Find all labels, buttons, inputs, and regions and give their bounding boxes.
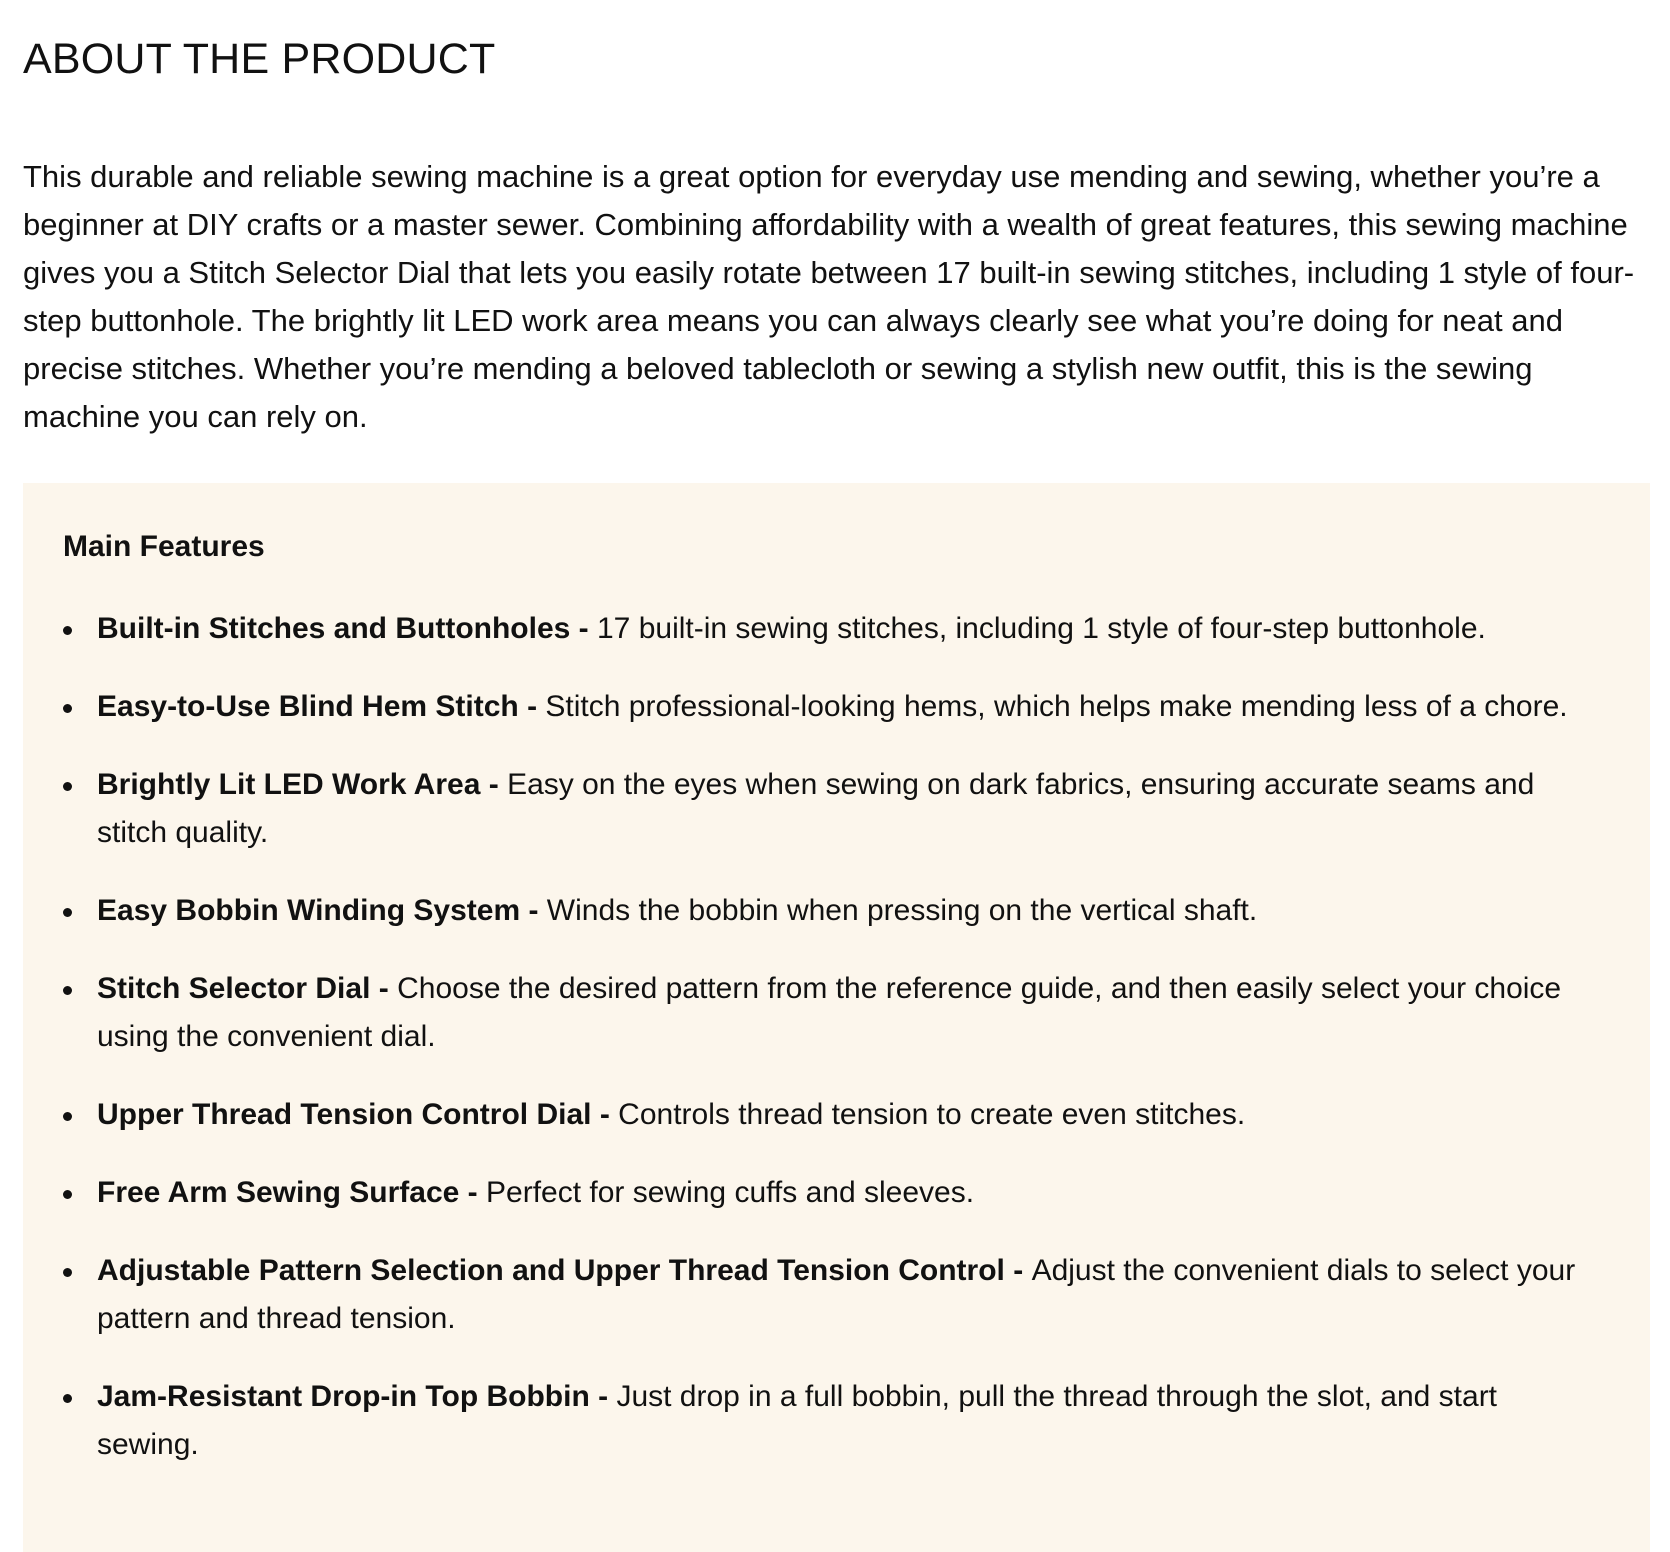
feature-item — [63, 965, 1577, 1061]
bullet-icon — [63, 1190, 72, 1199]
feature-separator: - — [570, 612, 597, 645]
feature-name: Built-in Stitches and Buttonholes — [97, 612, 571, 645]
feature-separator: - — [459, 1176, 487, 1209]
feature-text: Winds the bobbin when pressing on the vertical shaft. — [546, 894, 1258, 927]
feature-text: 17 built-in sewing stitches, including 1 style of four-step buttonhole. — [597, 612, 1486, 645]
feature-text: Stitch professional-looking hems, which helps make mending less of a chore. — [545, 690, 1568, 723]
feature-separator: - — [1004, 1254, 1032, 1287]
feature-item — [63, 1373, 1577, 1469]
feature-item — [63, 1169, 1577, 1217]
main-features-panel — [23, 483, 1650, 1552]
feature-item — [63, 887, 1577, 935]
bullet-icon — [63, 782, 72, 791]
feature-text: Choose the desired pattern from the reference guide, and then easily select your choice using the convenient dial. — [97, 972, 1562, 1053]
features-heading: Main Features — [63, 530, 265, 563]
bullet-icon — [63, 626, 72, 635]
bullet-icon — [63, 704, 72, 713]
feature-text: Adjust the convenient dials to select your pattern and thread tension. — [97, 1254, 1576, 1335]
bullet-icon — [63, 1268, 72, 1277]
feature-text: Easy on the eyes when sewing on dark fabrics, ensuring accurate seams and stitch quality. — [97, 768, 1535, 849]
feature-name: Upper Thread Tension Control Dial — [97, 1098, 592, 1131]
feature-separator: - — [589, 1380, 617, 1413]
feature-item — [63, 683, 1577, 731]
feature-separator: - — [518, 690, 546, 723]
feature-separator: - — [520, 894, 547, 927]
feature-separator: - — [591, 1098, 619, 1131]
feature-text: Controls thread tension to create even stitches. — [618, 1098, 1246, 1131]
feature-separator: - — [480, 768, 508, 801]
feature-name: Brightly Lit LED Work Area — [97, 768, 481, 801]
feature-item — [63, 605, 1577, 653]
product-description: This durable and reliable sewing machine is a great option for everyday use mending and sewing, whether you’re a beginner at DIY crafts or a master sewer. Combining affordability with a wealth of great features, this sewing machine gives you a Stitch Selector Dial that lets you easily rotate between 17 built-in sewing stitches, including 1 style of four-step buttonhole. The brightly lit LED work area means you can always clearly see what you’re doing for neat and precise stitches. Whether you’re mending a beloved tablecloth or sewing a stylish new outfit, this is the sewing machine you can rely on. — [23, 159, 1635, 434]
bullet-icon — [63, 908, 72, 917]
feature-name: Easy Bobbin Winding System — [97, 894, 521, 927]
section-title: ABOUT THE PRODUCT — [23, 35, 496, 83]
features-list — [63, 605, 1610, 1469]
feature-item — [63, 1091, 1577, 1139]
bullet-icon — [63, 1112, 72, 1121]
bullet-icon — [63, 1394, 72, 1403]
feature-item — [63, 761, 1577, 857]
feature-text: Perfect for sewing cuffs and sleeves. — [486, 1176, 975, 1209]
feature-name: Easy-to-Use Blind Hem Stitch — [97, 690, 519, 723]
feature-text: Just drop in a full bobbin, pull the thread through the slot, and start sewing. — [97, 1380, 1498, 1461]
feature-name: Free Arm Sewing Surface — [97, 1176, 460, 1209]
feature-name: Adjustable Pattern Selection and Upper Thread Tension Control — [97, 1254, 1005, 1287]
feature-name: Jam-Resistant Drop-in Top Bobbin — [97, 1380, 590, 1413]
feature-item — [63, 1247, 1577, 1343]
feature-name: Stitch Selector Dial — [97, 972, 371, 1005]
bullet-icon — [63, 986, 72, 995]
feature-separator: - — [370, 972, 398, 1005]
